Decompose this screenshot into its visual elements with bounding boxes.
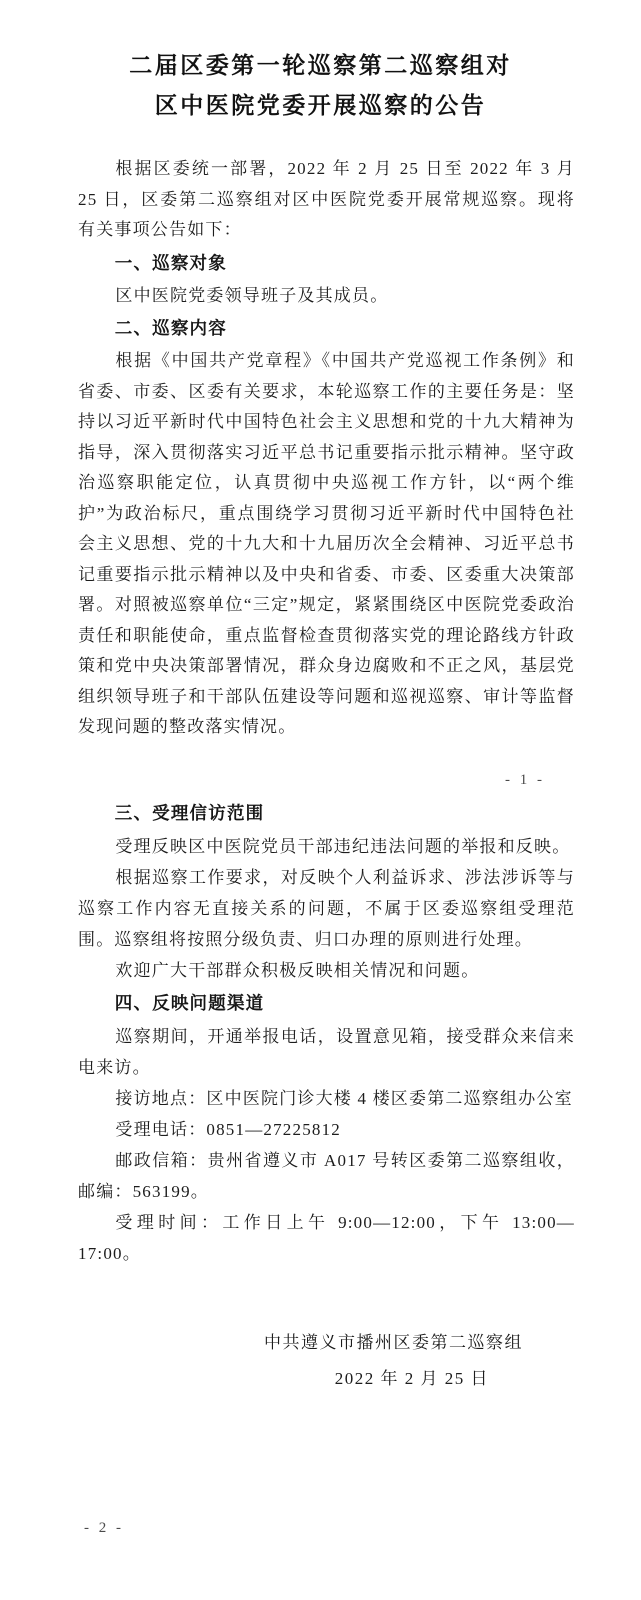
document-page-1 xyxy=(0,46,641,743)
signature-line: 中共遵义市播州区委第二巡察组 xyxy=(264,1333,523,1352)
section-3-paragraph-2: 根据巡察工作要求，对反映个人利益诉求、涉法涉诉等与巡察工作内容无直接关系的问题，不属于区委巡察组受理范围。巡察组将按照分级负责、归口办理的原则进行处理。 xyxy=(78,868,575,949)
section-4-paragraph-1: 巡察期间，开通举报电话，设置意见箱，接受群众来信来电来访。 xyxy=(78,1027,575,1077)
page-title-line-2: 区中医院党委开展巡察的公告 xyxy=(154,93,487,118)
section-4-heading: 四、反映问题渠道 xyxy=(114,993,265,1013)
page-title xyxy=(40,46,601,126)
intro-paragraph: 根据区委统一部署，2022 年 2 月 25 日至 2022 年 3 月 25 日，区委第二巡察组对区中医院党委开展常规巡察。现将有关事项公告如下： xyxy=(78,159,575,239)
page-title-line-1: 二届区委第一轮巡察第二巡察组对 xyxy=(129,53,512,78)
contact-hours-line: 受理时间：工作日上午 9:00—12:00，下午 13:00—17:00。 xyxy=(78,1213,575,1263)
section-2-paragraph: 根据《中国共产党章程》《中国共产党巡视工作条例》和省委、市委、区委有关要求，本轮巡察工作的主要任务是：坚持以习近平新时代中国特色社会主义思想和党的十九大精神为指导，深入贯彻落实习近平总书记重要指示批示精神。坚守政治巡察职能定位，认真贯彻中央巡视工作方针，以“两个维护”为政治标尺，重点围绕学习贯彻习近平新时代中国特色社会主义思想、党的十九大和十九届历次全会精神、习近平总书记重要指示批示精神以及中央和省委、市委、区委重大决策部署。对照被巡察单位“三定”规定，紧紧围绕区中医院党委政治责任和职能使命，重点监督检查贯彻落实党的理论路线方针政策和党中央决策部署情况，群众身边腐败和不正之风，基层党组织领导班子和干部队伍建设等问题和巡视巡察、审计等监督发现问题的整改落实情况。 xyxy=(78,351,575,736)
section-1-paragraph: 区中医院党委领导班子及其成员。 xyxy=(115,285,389,305)
page-1-body xyxy=(78,154,575,743)
document-page-2 xyxy=(0,796,641,1397)
contact-phone-line: 受理电话：0851—27225812 xyxy=(115,1120,341,1139)
section-2-heading: 二、巡察内容 xyxy=(114,318,227,338)
section-1-heading: 一、巡察对象 xyxy=(114,252,227,273)
page-2-body xyxy=(78,798,575,1269)
contact-mailbox-line: 邮政信箱：贵州省遵义市 A017 号转区委第二巡察组收，邮编：563199。 xyxy=(78,1151,575,1201)
section-3-paragraph-1: 受理反映区中医院党员干部违纪违法问题的举报和反映。 xyxy=(115,837,571,856)
page-number-2: - 2 - xyxy=(84,1520,124,1536)
contact-location-line: 接访地点：区中医院门诊大楼 4 楼区委第二巡察组办公室 xyxy=(115,1089,573,1108)
section-3-paragraph-3: 欢迎广大干部群众积极反映相关情况和问题。 xyxy=(115,961,480,980)
signature-block xyxy=(0,1325,641,1397)
date-line: 2022 年 2 月 25 日 xyxy=(334,1369,489,1388)
section-3-heading: 三、受理信访范围 xyxy=(114,803,265,823)
page-number-1: - 1 - xyxy=(505,772,545,788)
